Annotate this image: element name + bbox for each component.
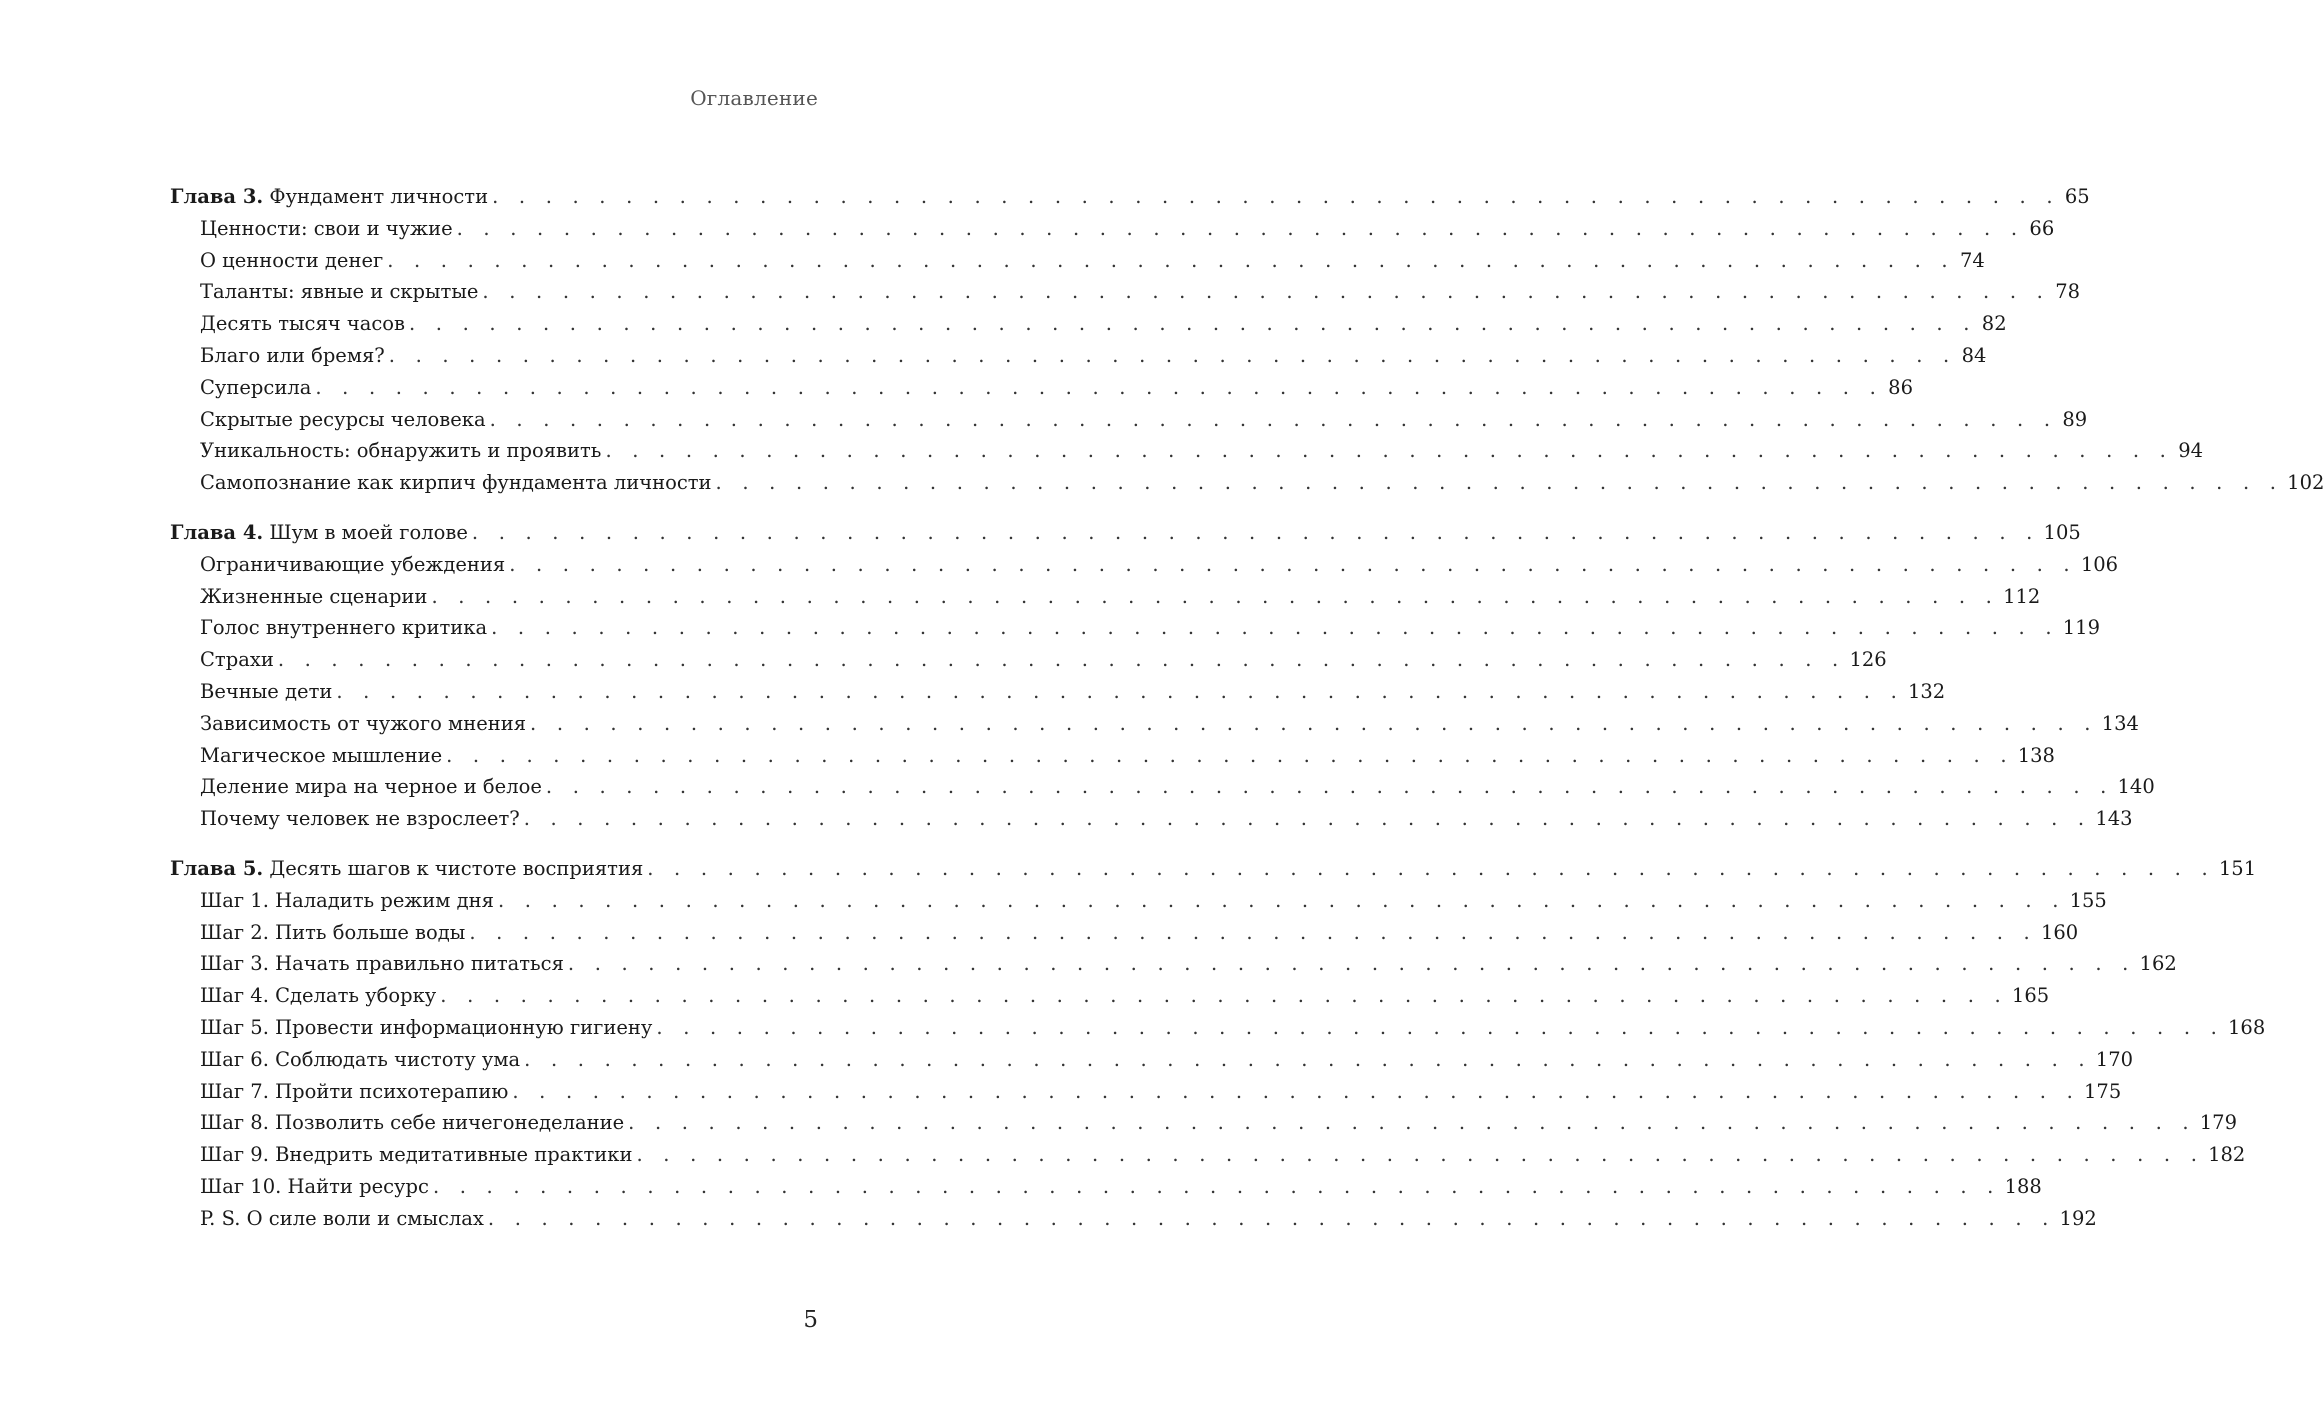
- toc-entry-title: Скрытые ресурсы человека: [200, 407, 486, 431]
- dot-leader: . . . . . . . . . . . . . . . . . . . . . . . . . . . . . . . . . . . . . . . . . . . . . . . . . . . . . . . . . . .: [524, 1047, 2092, 1071]
- toc-section-entry[interactable]: [170, 276, 2081, 308]
- toc-entry-title: Шаг 6. Соблюдать чистоту ума: [200, 1047, 521, 1071]
- toc-page-number: 82: [1981, 312, 2007, 336]
- toc-page-number: 66: [2029, 216, 2055, 240]
- toc-page-number: 162: [2139, 952, 2177, 976]
- toc-section-entry[interactable]: [170, 435, 2204, 467]
- dot-leader: . . . . . . . . . . . . . . . . . . . . . . . . . . . . . . . . . . . . . . . . . . . . . . . . . . . . . . . . . . .: [487, 1206, 2056, 1230]
- toc-page-number: 119: [2062, 616, 2100, 640]
- toc-section-entry[interactable]: [170, 885, 2107, 917]
- page-number: 5: [803, 1307, 818, 1333]
- toc-entry-title: [170, 517, 468, 549]
- toc-page-number: 112: [2003, 584, 2041, 608]
- toc-entry-title: Шаг 5. Провести информационную гигиену: [200, 1015, 653, 1039]
- toc-section-entry[interactable]: [170, 1171, 2042, 1203]
- toc-page-number: 179: [2199, 1111, 2237, 1135]
- toc-page-number: 151: [2218, 856, 2257, 880]
- toc-entry-title: Шаг 8. Позволить себе ничегонеделание: [200, 1111, 625, 1135]
- dot-leader: . . . . . . . . . . . . . . . . . . . . . . . . . . . . . . . . . . . . . . . . . . . . . . . . . . . . . . . . . . .: [636, 1143, 2205, 1167]
- toc-section-entry[interactable]: [170, 1107, 2237, 1139]
- dot-leader: . . . . . . . . . . . . . . . . . . . . . . . . . . . . . . . . . . . . . . . . . . . . . . . . . . . . . . . . . . .: [509, 552, 2077, 576]
- toc-entry-title: Магическое мышление: [200, 743, 443, 767]
- dot-leader: . . . . . . . . . . . . . . . . . . . . . . . . . . . . . . . . . . . . . . . . . . . . . . . . . . . . . . . . . . .: [497, 888, 2066, 912]
- toc-entry-title: Таланты: явные и скрытые: [200, 280, 479, 304]
- toc-section-entry[interactable]: [170, 213, 2055, 245]
- toc-entry-title: Уникальность: обнаружить и проявить: [200, 439, 602, 463]
- toc-entry-title: Шаг 7. Пройти психотерапию: [200, 1079, 509, 1103]
- toc-section-entry[interactable]: [170, 917, 2079, 949]
- dot-leader: . . . . . . . . . . . . . . . . . . . . . . . . . . . . . . . . . . . . . . . . . . . . . . . . . . . . . . . . . . .: [482, 280, 2051, 304]
- toc-entry-title: Ценности: свои и чужие: [200, 216, 453, 240]
- toc-page-number: 155: [2069, 888, 2107, 912]
- toc-entry-title: Почему человек не взрослеет?: [200, 807, 520, 831]
- dot-leader: . . . . . . . . . . . . . . . . . . . . . . . . . . . . . . . . . . . . . . . . . . . . . . . . . . . . . . . . . . .: [432, 1174, 2001, 1198]
- dot-leader: . . . . . . . . . . . . . . . . . . . . . . . . . . . . . . . . . . . . . . . . . . . . . . . . . . . . . . . . . . .: [469, 920, 2037, 944]
- dot-leader: . . . . . . . . . . . . . . . . . . . . . . . . . . . . . . . . . . . . . . . . . . . . . . . . . . . . . . . . . . .: [605, 439, 2174, 463]
- toc-section-entry[interactable]: [170, 644, 1887, 676]
- toc-entry-title: Шаг 4. Сделать уборку: [200, 984, 437, 1008]
- toc-entry-title: [170, 181, 488, 213]
- toc-entry-title: [170, 853, 643, 885]
- toc-section-entry[interactable]: [170, 1076, 2122, 1108]
- dot-leader: . . . . . . . . . . . . . . . . . . . . . . . . . . . . . . . . . . . . . . . . . . . . . . . . . . . . . . . . . . .: [471, 520, 2040, 544]
- chapter-block: [170, 517, 2155, 835]
- toc-section-entry[interactable]: [170, 372, 1913, 404]
- toc-section-entry[interactable]: [170, 803, 2133, 835]
- toc-entry-title: Вечные дети: [200, 679, 333, 703]
- table-of-contents: [170, 181, 2324, 1253]
- toc-page-number: 175: [2084, 1079, 2122, 1103]
- toc-chapter-entry[interactable]: [170, 517, 2081, 549]
- toc-section-entry[interactable]: [170, 948, 2177, 980]
- toc-section-entry[interactable]: [170, 612, 2100, 644]
- toc-page-number: 105: [2043, 520, 2081, 544]
- chapter-title: Десять шагов к чистоте восприятия: [263, 856, 644, 880]
- chapter-title: Шум в моей голове: [263, 520, 468, 544]
- toc-page-number: 94: [2178, 439, 2204, 463]
- chapter-number: Глава 5.: [170, 856, 264, 880]
- chapter-block: [170, 181, 2324, 499]
- toc-entry-title: Шаг 9. Внедрить медитативные практики: [200, 1143, 633, 1167]
- toc-entry-title: Деление мира на черное и белое: [200, 775, 542, 799]
- toc-entry-title: Десять тысяч часов: [200, 312, 405, 336]
- toc-page-number: 140: [2117, 775, 2155, 799]
- toc-entry-title: Шаг 1. Наладить режим дня: [200, 888, 494, 912]
- toc-entry-title: Шаг 3. Начать правильно питаться: [200, 952, 564, 976]
- dot-leader: . . . . . . . . . . . . . . . . . . . . . . . . . . . . . . . . . . . . . . . . . . . . . . . . . . . . . . . . . . .: [523, 807, 2092, 831]
- dot-leader: . . . . . . . . . . . . . . . . . . . . . . . . . . . . . . . . . . . . . . . . . . . . . . . . . . . . . . . . . . .: [277, 648, 1846, 672]
- toc-page-number: 84: [1961, 343, 1987, 367]
- toc-section-entry[interactable]: [170, 771, 2155, 803]
- dot-leader: . . . . . . . . . . . . . . . . . . . . . . . . . . . . . . . . . . . . . . . . . . . . . . . . . . . . . . . . . . .: [656, 1015, 2225, 1039]
- toc-section-entry[interactable]: [170, 1012, 2266, 1044]
- dot-leader: . . . . . . . . . . . . . . . . . . . . . . . . . . . . . . . . . . . . . . . . . . . . . . . . . . . . . . . . . . .: [715, 471, 2284, 495]
- toc-page-number: 134: [2101, 711, 2139, 735]
- dot-leader: . . . . . . . . . . . . . . . . . . . . . . . . . . . . . . . . . . . . . . . . . . . . . . . . . . . . . . . . . . .: [446, 743, 2014, 767]
- dot-leader: . . . . . . . . . . . . . . . . . . . . . . . . . . . . . . . . . . . . . . . . . . . . . . . . . . . . . . . . . . .: [431, 584, 2000, 608]
- toc-entry-title: Страхи: [200, 648, 274, 672]
- toc-chapter-entry[interactable]: [170, 181, 2090, 213]
- running-head: Оглавление: [690, 86, 818, 110]
- toc-section-entry[interactable]: [170, 308, 2007, 340]
- toc-page-number: 89: [2062, 407, 2088, 431]
- dot-leader: . . . . . . . . . . . . . . . . . . . . . . . . . . . . . . . . . . . . . . . . . . . . . . . . . . . . . . . . . . .: [336, 679, 1904, 703]
- toc-entry-title: Зависимость от чужого мнения: [200, 711, 527, 735]
- toc-section-entry[interactable]: [170, 549, 2119, 581]
- toc-section-entry[interactable]: [170, 1139, 2246, 1171]
- dot-leader: . . . . . . . . . . . . . . . . . . . . . . . . . . . . . . . . . . . . . . . . . . . . . . . . . . . . . . . . . . .: [409, 312, 1977, 336]
- toc-entry-title: Суперсила: [200, 375, 312, 399]
- chapter-number: Глава 3.: [170, 185, 264, 208]
- dot-leader: . . . . . . . . . . . . . . . . . . . . . . . . . . . . . . . . . . . . . . . . . . . . . . . . . . . . . . . . . . .: [567, 952, 2136, 976]
- toc-entry-title: Благо или бремя?: [200, 343, 385, 367]
- dot-leader: . . . . . . . . . . . . . . . . . . . . . . . . . . . . . . . . . . . . . . . . . . . . . . . . . . . . . . . . . . .: [456, 216, 2025, 240]
- toc-section-entry[interactable]: [170, 676, 1946, 708]
- dot-leader: . . . . . . . . . . . . . . . . . . . . . . . . . . . . . . . . . . . . . . . . . . . . . . . . . . . . . . . . . . .: [512, 1079, 2080, 1103]
- toc-entry-title: P. S. О силе воли и смыслах: [200, 1206, 484, 1230]
- toc-section-entry[interactable]: [170, 708, 2139, 740]
- toc-page-number: 165: [2011, 984, 2050, 1008]
- toc-section-entry[interactable]: [170, 404, 2088, 436]
- toc-page-number: 126: [1849, 648, 1887, 672]
- toc-chapter-entry[interactable]: [170, 853, 2257, 885]
- toc-page-number: 143: [2095, 807, 2133, 831]
- toc-section-entry[interactable]: [170, 581, 2041, 613]
- dot-leader: . . . . . . . . . . . . . . . . . . . . . . . . . . . . . . . . . . . . . . . . . . . . . . . . . . . . . . . . . . .: [530, 711, 2098, 735]
- dot-leader: . . . . . . . . . . . . . . . . . . . . . . . . . . . . . . . . . . . . . . . . . . . . . . . . . . . . . . . . . . .: [491, 616, 2059, 640]
- dot-leader: . . . . . . . . . . . . . . . . . . . . . . . . . . . . . . . . . . . . . . . . . . . . . . . . . . . . . . . . . . .: [647, 856, 2215, 880]
- toc-page-number: 102: [2287, 471, 2324, 495]
- toc-page-number: 168: [2228, 1015, 2266, 1039]
- toc-page-number: 65: [2064, 185, 2090, 208]
- dot-leader: . . . . . . . . . . . . . . . . . . . . . . . . . . . . . . . . . . . . . . . . . . . . . . . . . . . . . . . . . . .: [492, 185, 2060, 208]
- toc-page-number: 86: [1888, 375, 1913, 399]
- toc-entry-title: Ограничивающие убеждения: [200, 552, 506, 576]
- toc-section-entry[interactable]: [170, 340, 1987, 372]
- toc-section-entry[interactable]: [170, 245, 1985, 277]
- toc-section-entry[interactable]: [170, 980, 2050, 1012]
- toc-section-entry[interactable]: [170, 467, 2324, 499]
- toc-entry-title: Жизненные сценарии: [200, 584, 428, 608]
- toc-page-number: 78: [2055, 280, 2081, 304]
- toc-page-number: 132: [1907, 679, 1946, 703]
- toc-entry-title: Шаг 10. Найти ресурс: [200, 1174, 429, 1198]
- dot-leader: . . . . . . . . . . . . . . . . . . . . . . . . . . . . . . . . . . . . . . . . . . . . . . . . . . . . . . . . . . .: [387, 248, 1955, 272]
- toc-page-number: 182: [2208, 1143, 2246, 1167]
- toc-page-number: 106: [2080, 552, 2119, 576]
- dot-leader: . . . . . . . . . . . . . . . . . . . . . . . . . . . . . . . . . . . . . . . . . . . . . . . . . . . . . . . . . . .: [440, 984, 2008, 1008]
- toc-entry-title: Голос внутреннего критика: [200, 616, 488, 640]
- chapter-title: Фундамент личности: [263, 185, 489, 208]
- toc-entry-title: О ценности денег: [200, 248, 384, 272]
- toc-page-number: 170: [2095, 1047, 2134, 1071]
- toc-entry-title: Шаг 2. Пить больше воды: [200, 920, 466, 944]
- chapter-block: [170, 853, 2266, 1235]
- dot-leader: . . . . . . . . . . . . . . . . . . . . . . . . . . . . . . . . . . . . . . . . . . . . . . . . . . . . . . . . . . .: [545, 775, 2114, 799]
- dot-leader: . . . . . . . . . . . . . . . . . . . . . . . . . . . . . . . . . . . . . . . . . . . . . . . . . . . . . . . . . . .: [388, 343, 1957, 367]
- toc-page-number: 74: [1960, 248, 1985, 272]
- toc-page-number: 138: [2017, 743, 2055, 767]
- chapter-number: Глава 4.: [170, 520, 264, 544]
- toc-section-entry[interactable]: [170, 740, 2055, 772]
- dot-leader: . . . . . . . . . . . . . . . . . . . . . . . . . . . . . . . . . . . . . . . . . . . . . . . . . . . . . . . . . . .: [628, 1111, 2196, 1135]
- toc-page-number: 192: [2059, 1206, 2097, 1230]
- toc-entry-title: Самопознание как кирпич фундамента личности: [200, 471, 712, 495]
- toc-section-entry[interactable]: [170, 1203, 2097, 1235]
- toc-page-number: 188: [2004, 1174, 2042, 1198]
- toc-page-number: 160: [2040, 920, 2079, 944]
- dot-leader: . . . . . . . . . . . . . . . . . . . . . . . . . . . . . . . . . . . . . . . . . . . . . . . . . . . . . . . . . . .: [315, 375, 1883, 399]
- dot-leader: . . . . . . . . . . . . . . . . . . . . . . . . . . . . . . . . . . . . . . . . . . . . . . . . . . . . . . . . . . .: [489, 407, 2058, 431]
- toc-section-entry[interactable]: [170, 1044, 2134, 1076]
